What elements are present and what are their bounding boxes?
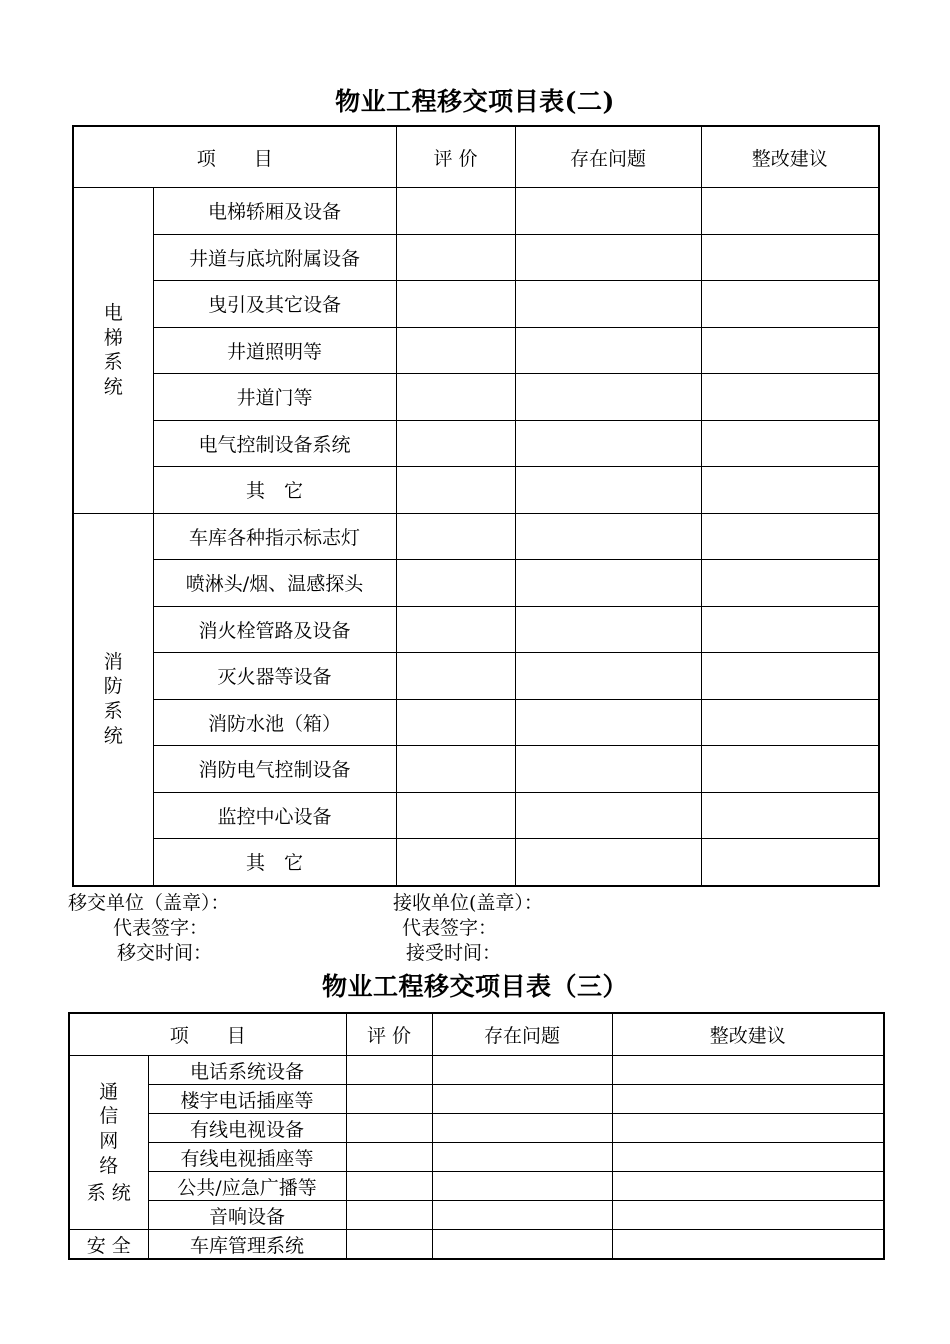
issue-cell[interactable] — [432, 1201, 612, 1230]
advice-cell[interactable] — [701, 653, 879, 700]
eval-cell[interactable] — [396, 374, 515, 421]
table-row — [73, 513, 879, 560]
eval-cell[interactable] — [346, 1085, 432, 1114]
table-row — [73, 792, 879, 839]
item-name: 有线电视插座等 — [148, 1143, 346, 1172]
table-row — [73, 234, 879, 281]
table-row — [73, 374, 879, 421]
header-advice: 整改建议 — [701, 126, 879, 188]
advice-cell[interactable] — [612, 1172, 884, 1201]
eval-cell[interactable] — [396, 513, 515, 560]
eval-cell[interactable] — [396, 188, 515, 235]
header-eval: 评 价 — [346, 1013, 432, 1056]
group-name: 通信网络 — [99, 1080, 119, 1177]
table-row — [73, 699, 879, 746]
table3-title: 物业工程移交项目表（三） — [321, 972, 628, 1001]
issue-cell[interactable] — [515, 560, 701, 607]
table-row — [73, 467, 879, 514]
table-row — [73, 839, 879, 886]
eval-cell[interactable] — [346, 1143, 432, 1172]
header-issue: 存在问题 — [515, 126, 701, 188]
eval-cell[interactable] — [396, 653, 515, 700]
issue-cell[interactable] — [432, 1143, 612, 1172]
eval-cell[interactable] — [346, 1114, 432, 1143]
issue-cell[interactable] — [515, 467, 701, 514]
advice-cell[interactable] — [612, 1114, 884, 1143]
eval-cell[interactable] — [396, 699, 515, 746]
eval-cell[interactable] — [396, 327, 515, 374]
header-issue: 存在问题 — [432, 1013, 612, 1056]
item-name: 车库各种指示标志灯 — [153, 513, 396, 560]
item-name: 曳引及其它设备 — [153, 281, 396, 328]
item-name: 井道门等 — [153, 374, 396, 421]
issue-cell[interactable] — [515, 281, 701, 328]
transfer-unit-label: 移交单位（盖章）： — [68, 892, 230, 914]
table-row — [73, 188, 879, 235]
group-label-cell — [73, 188, 153, 514]
table-row — [69, 1056, 884, 1085]
advice-cell[interactable] — [701, 234, 879, 281]
advice-cell[interactable] — [612, 1201, 884, 1230]
item-name: 公共/应急广播等 — [148, 1172, 346, 1201]
issue-cell[interactable] — [515, 420, 701, 467]
receive-time-label: 接受时间： — [406, 942, 502, 964]
issue-cell[interactable] — [515, 606, 701, 653]
issue-cell[interactable] — [432, 1172, 612, 1201]
header-item: 项 目 — [73, 126, 396, 188]
advice-cell[interactable] — [701, 792, 879, 839]
rep-sign-left-label: 代表签字： — [113, 917, 209, 939]
advice-cell[interactable] — [701, 374, 879, 421]
advice-cell[interactable] — [701, 513, 879, 560]
advice-cell[interactable] — [701, 281, 879, 328]
table-row — [69, 1114, 884, 1143]
advice-cell[interactable] — [701, 699, 879, 746]
table-row — [69, 1143, 884, 1172]
eval-cell[interactable] — [346, 1056, 432, 1085]
header-item: 项 目 — [69, 1013, 346, 1056]
header-eval: 评 价 — [396, 126, 515, 188]
table-row — [73, 653, 879, 700]
item-name: 消防电气控制设备 — [153, 746, 396, 793]
table2-title: 物业工程移交项目表(二) — [335, 87, 615, 116]
advice-cell[interactable] — [701, 560, 879, 607]
eval-cell[interactable] — [346, 1230, 432, 1260]
eval-cell[interactable] — [396, 560, 515, 607]
group-label-cell — [69, 1230, 148, 1260]
table-row — [73, 420, 879, 467]
group-name-tail: 系 统 — [86, 1182, 131, 1205]
group-label-cell — [73, 513, 153, 886]
item-name: 电话系统设备 — [148, 1056, 346, 1085]
transfer-time-label: 移交时间： — [117, 942, 213, 964]
advice-cell[interactable] — [612, 1230, 884, 1260]
rep-sign-right-label: 代表签字： — [402, 917, 498, 939]
table-row — [69, 1172, 884, 1201]
issue-cell[interactable] — [515, 327, 701, 374]
issue-cell[interactable] — [515, 653, 701, 700]
group-name: 电梯系统 — [103, 301, 123, 398]
receive-unit-label: 接收单位(盖章）： — [393, 892, 543, 914]
table-row — [73, 281, 879, 328]
group-name: 消防系统 — [103, 650, 123, 747]
issue-cell[interactable] — [515, 839, 701, 886]
eval-cell[interactable] — [396, 839, 515, 886]
eval-cell[interactable] — [346, 1201, 432, 1230]
eval-cell[interactable] — [396, 420, 515, 467]
advice-cell[interactable] — [701, 746, 879, 793]
table-row — [73, 327, 879, 374]
advice-cell[interactable] — [701, 420, 879, 467]
item-name: 楼宇电话插座等 — [148, 1085, 346, 1114]
item-name: 喷淋头/烟、温感探头 — [153, 560, 396, 607]
table-row — [69, 1201, 884, 1230]
issue-cell[interactable] — [432, 1085, 612, 1114]
issue-cell[interactable] — [432, 1114, 612, 1143]
eval-cell[interactable] — [346, 1172, 432, 1201]
item-name: 音响设备 — [148, 1201, 346, 1230]
header-row — [69, 1013, 884, 1056]
group-label-cell — [69, 1056, 148, 1230]
advice-cell[interactable] — [612, 1085, 884, 1114]
advice-cell[interactable] — [612, 1143, 884, 1172]
item-name: 井道与底坑附属设备 — [153, 234, 396, 281]
issue-cell[interactable] — [515, 792, 701, 839]
issue-cell[interactable] — [432, 1056, 612, 1085]
issue-cell[interactable] — [432, 1230, 612, 1260]
header-advice: 整改建议 — [612, 1013, 884, 1056]
item-name: 其 它 — [153, 839, 396, 886]
eval-cell[interactable] — [396, 234, 515, 281]
item-name: 消火栓管路及设备 — [153, 606, 396, 653]
issue-cell[interactable] — [515, 513, 701, 560]
item-name: 灭火器等设备 — [153, 653, 396, 700]
issue-cell[interactable] — [515, 374, 701, 421]
transfer-table-3 — [68, 1012, 885, 1260]
issue-cell[interactable] — [515, 188, 701, 235]
advice-cell[interactable] — [701, 467, 879, 514]
issue-cell[interactable] — [515, 234, 701, 281]
header-row — [73, 126, 879, 188]
advice-cell[interactable] — [701, 839, 879, 886]
eval-cell[interactable] — [396, 281, 515, 328]
item-name: 电梯轿厢及设备 — [153, 188, 396, 235]
item-name: 电气控制设备系统 — [153, 420, 396, 467]
item-name: 消防水池（箱） — [153, 699, 396, 746]
table-row — [73, 560, 879, 607]
item-name: 有线电视设备 — [148, 1114, 346, 1143]
eval-cell[interactable] — [396, 792, 515, 839]
advice-cell[interactable] — [612, 1056, 884, 1085]
eval-cell[interactable] — [396, 606, 515, 653]
table-row — [73, 606, 879, 653]
item-name: 其 它 — [153, 467, 396, 514]
item-name: 车库管理系统 — [148, 1230, 346, 1260]
table-row — [73, 746, 879, 793]
eval-cell[interactable] — [396, 746, 515, 793]
issue-cell[interactable] — [515, 746, 701, 793]
advice-cell[interactable] — [701, 606, 879, 653]
group-name: 安 全 — [86, 1234, 131, 1257]
table-row — [69, 1085, 884, 1114]
table-row — [69, 1230, 884, 1260]
item-name: 监控中心设备 — [153, 792, 396, 839]
issue-cell[interactable] — [515, 699, 701, 746]
transfer-table-2 — [72, 125, 880, 887]
advice-cell[interactable] — [701, 188, 879, 235]
eval-cell[interactable] — [396, 467, 515, 514]
item-name: 井道照明等 — [153, 327, 396, 374]
advice-cell[interactable] — [701, 327, 879, 374]
